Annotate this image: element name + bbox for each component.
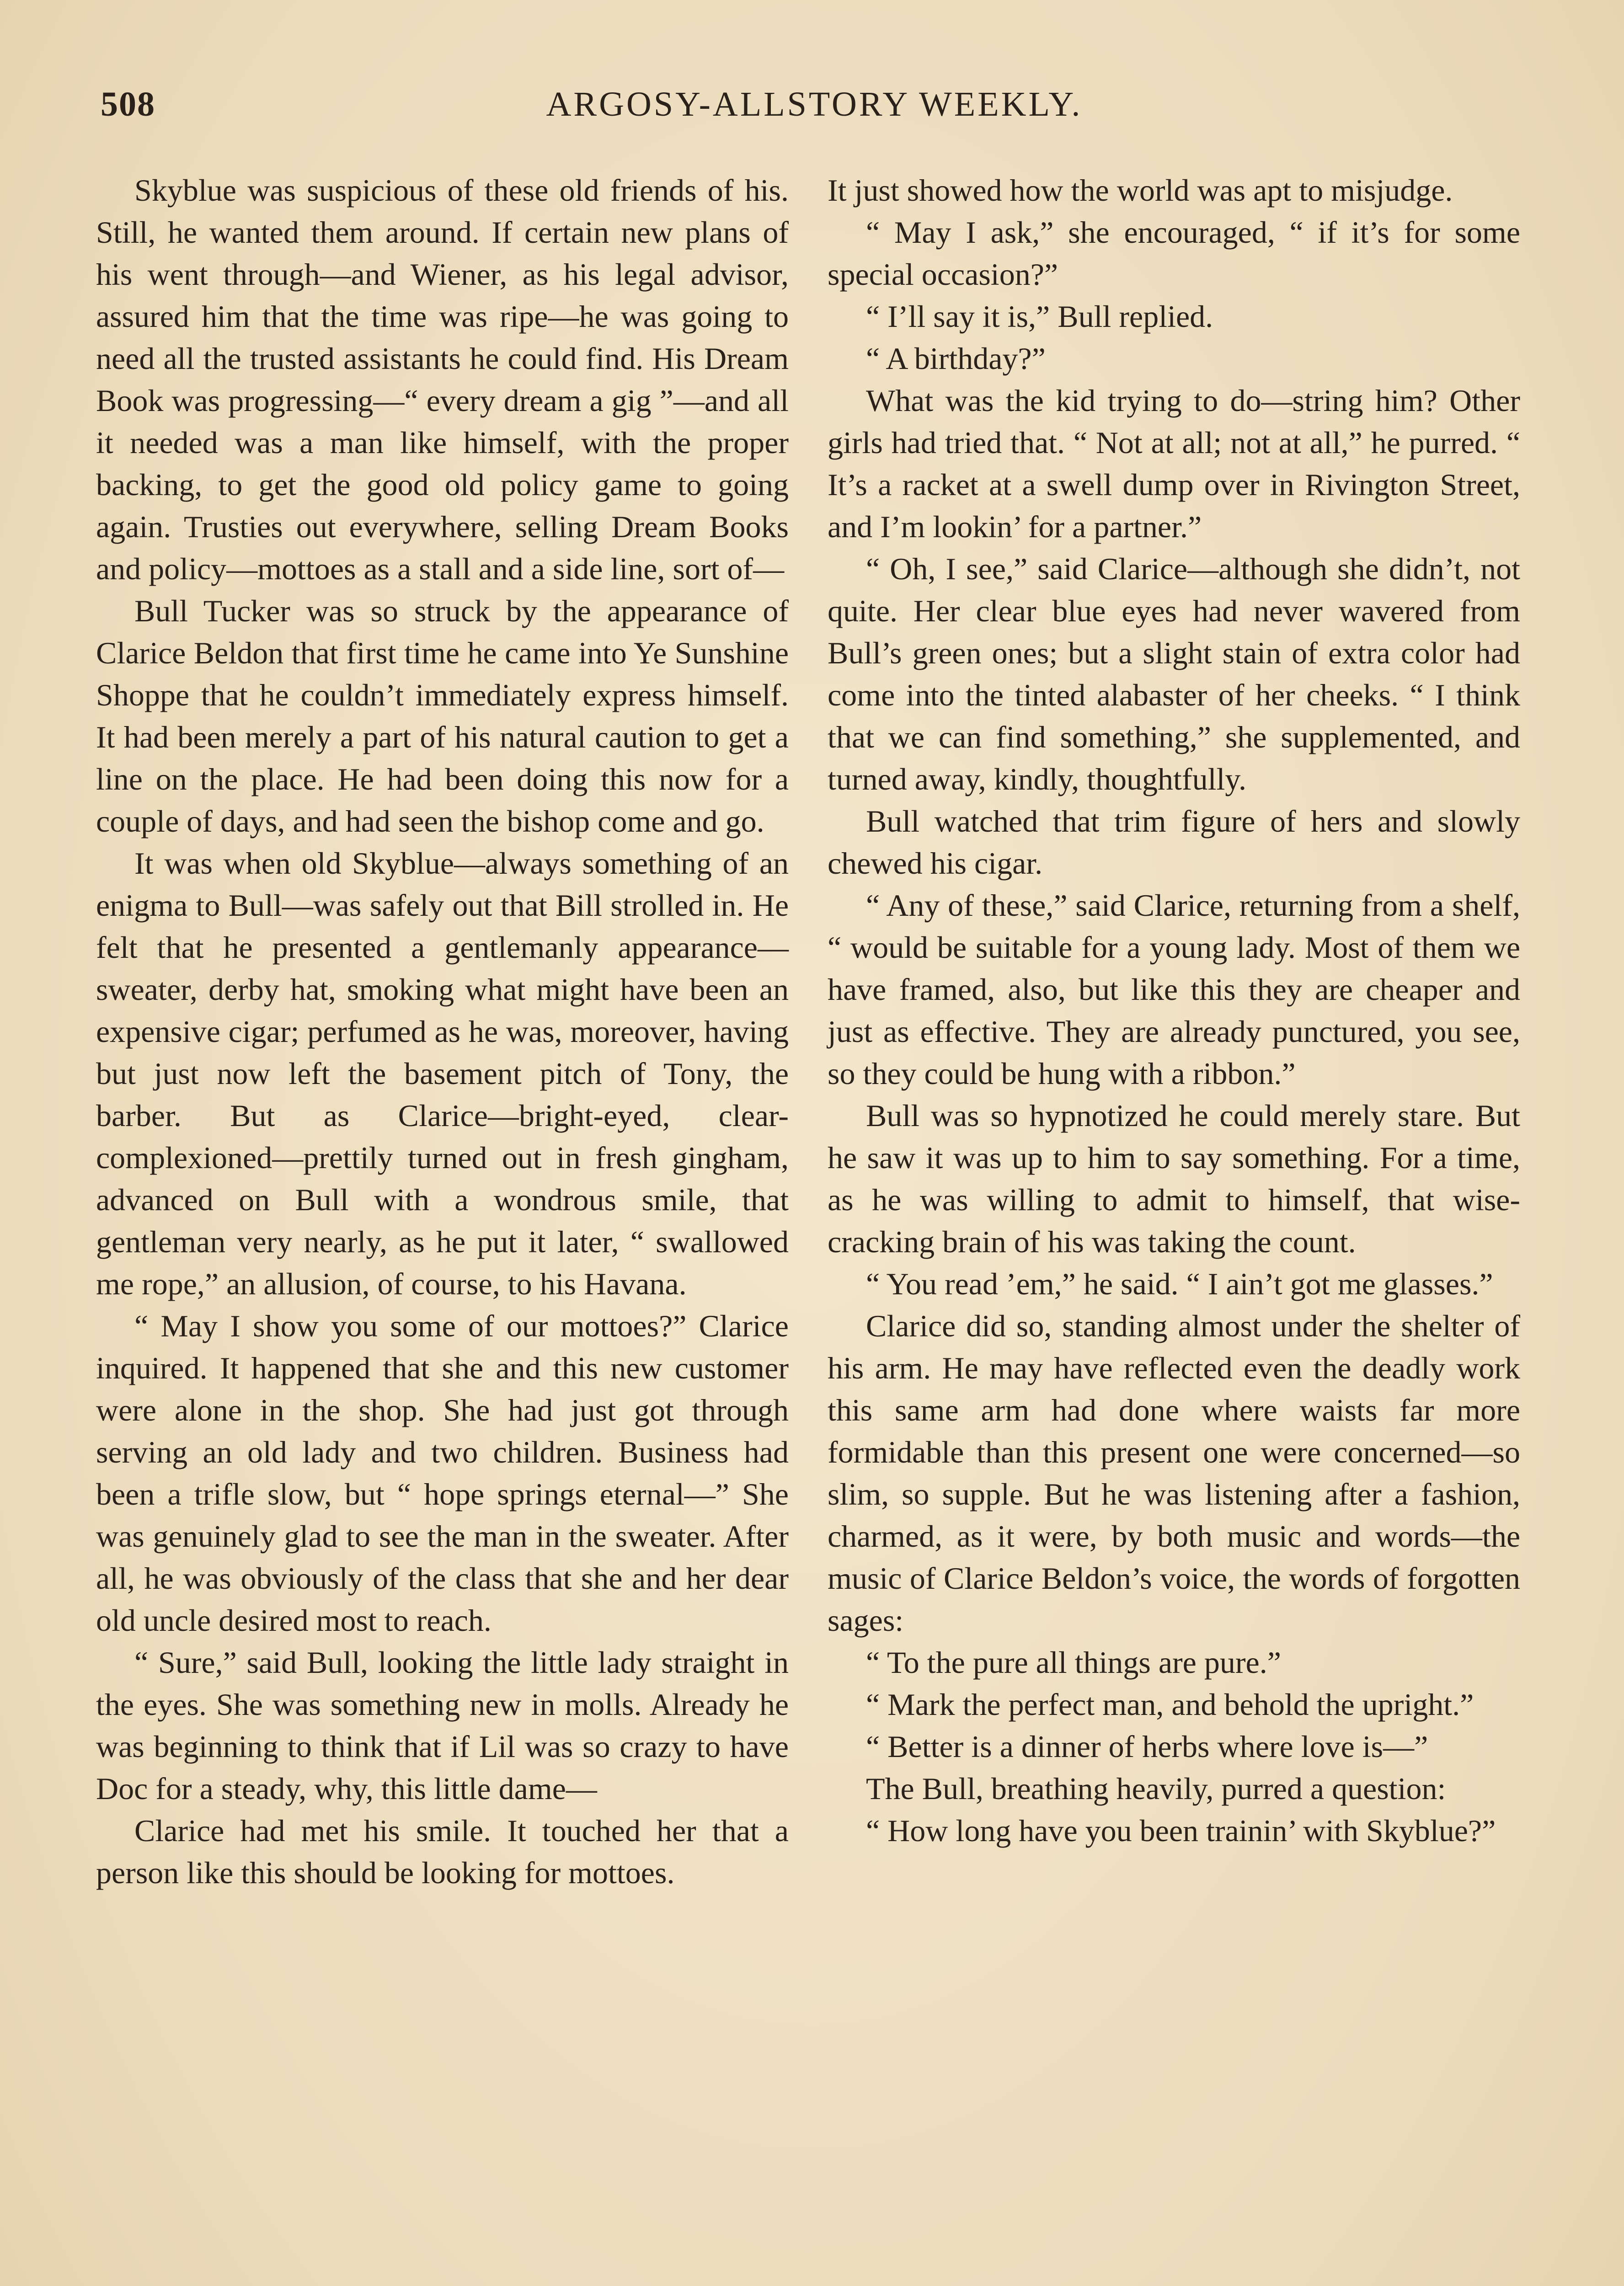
paragraph: “ May I show you some of our mottoes?” Clarice inquired. It happened that she and this new customer were alone in the shop. She had just got through serving an old lady and two children. Business had been a trifle slow, but “ hope springs eternal—” She was genuinely glad to see the man in the sweater. After all, he was obviously of the class that she and her dear old uncle desired most to reach. (96, 1309, 789, 1638)
paragraph: Bull Tucker was so struck by the appearance of Clarice Beldon that first time he came into Ye Sunshine Shoppe that he couldn’t immediately express himself. It had been merely a part of his natural caution to get a line on the place. He had been doing this now for a couple of days, and had seen the bishop come and go. (96, 593, 789, 839)
running-title: ARGOSY-ALLSTORY WEEKLY. (546, 85, 1083, 123)
paragraph: “ How long have you been trainin’ with Skyblue?” (866, 1813, 1496, 1848)
paragraph: “ I’ll say it is,” Bull replied. (866, 299, 1213, 334)
paragraph: “ You read ’em,” he said. “ I ain’t got me glasses.” (866, 1266, 1493, 1301)
paragraph: “ Any of these,” said Clarice, returning from a shelf, “ would be suitable for a young lady. Most of them we have framed, also, but like this they are cheaper and just as effective. They are already punctured, you see, so they could be hung with a ribbon.” (828, 888, 1520, 1091)
right-column (828, 169, 1520, 1852)
paragraph: Skyblue was suspicious of these old friends of his. Still, he wanted them around. If certain new plans of his went through—and Wiener, as his legal advisor, assured him that the time was ripe—he was going to need all the trusted assistants he could find. His Dream Book was progressing—“ every dream a gig ”—and all it needed was a man like himself, with the proper backing, to get the good old policy game to going again. Trusties out everywhere, selling Dream Books and policy—mottoes as a stall and a side line, sort of— (96, 173, 789, 586)
paragraph: Clarice did so, standing almost under the shelter of his arm. He may have reflected even the deadly work this same arm had done where waists far more formidable than this present one were concerned—so slim, so supple. But he was listening after a fashion, charmed, as it were, by both music and words—the music of Clarice Beldon’s voice, the words of forgotten sages: (828, 1309, 1520, 1638)
paragraph: It was when old Skyblue—always something of an enigma to Bull—was safely out that Bill strolled in. He felt that he presented a gentlemanly appearance—sweater, derby hat, smoking what might have been an expensive cigar; perfumed as he was, moreover, having but just now left the basement pitch of Tony, the barber. But as Clarice—bright-eyed, clear-complexioned—prettily turned out in fresh gingham, advanced on Bull with a wondrous smile, that gentleman very nearly, as he put it later, “ swallowed me rope,” an allusion, of course, to his Havana. (96, 846, 789, 1301)
paragraph: Clarice had met his smile. It touched her that a person like this should be looking for mottoes. (96, 1813, 789, 1890)
left-column (96, 169, 789, 1894)
page-header (101, 85, 1528, 135)
paragraph: “ May I ask,” she encouraged, “ if it’s for some special occasion?” (828, 215, 1520, 292)
paragraph: “ To the pure all things are pure.” (866, 1645, 1281, 1680)
page-number: 508 (101, 85, 155, 123)
paragraph: “ Oh, I see,” said Clarice—although she didn’t, not quite. Her clear blue eyes had never wavered from Bull’s green ones; but a slight stain of extra color had come into the tinted alabaster of her cheeks. “ I think that we can find something,” she supplemented, and turned away, kindly, thoughtfully. (828, 551, 1520, 796)
paragraph-continuation: It just showed how the world was apt to misjudge. (828, 173, 1453, 208)
paragraph: The Bull, breathing heavily, purred a question: (866, 1771, 1446, 1806)
paragraph: “ A birthday?” (866, 341, 1046, 376)
paragraph: “ Sure,” said Bull, looking the little lady straight in the eyes. She was something new in molls. Already he was beginning to think that if Lil was so crazy to have Doc for a steady, why, this little dame— (96, 1645, 789, 1806)
paragraph: “ Better is a dinner of herbs where love is—” (866, 1729, 1428, 1764)
paragraph: What was the kid trying to do—string him? Other girls had tried that. “ Not at all; not at all,” he purred. “ It’s a racket at a swell dump over in Rivington Street, and I’m lookin’ for a partner.” (828, 383, 1520, 544)
paragraph: Bull was so hypnotized he could merely stare. But he saw it was up to him to say something. For a time, as he was willing to admit to himself, that wise-cracking brain of his was taking the count. (828, 1098, 1520, 1259)
paragraph: “ Mark the perfect man, and behold the upright.” (866, 1687, 1474, 1722)
paragraph: Bull watched that trim figure of hers and slowly chewed his cigar. (828, 804, 1520, 881)
